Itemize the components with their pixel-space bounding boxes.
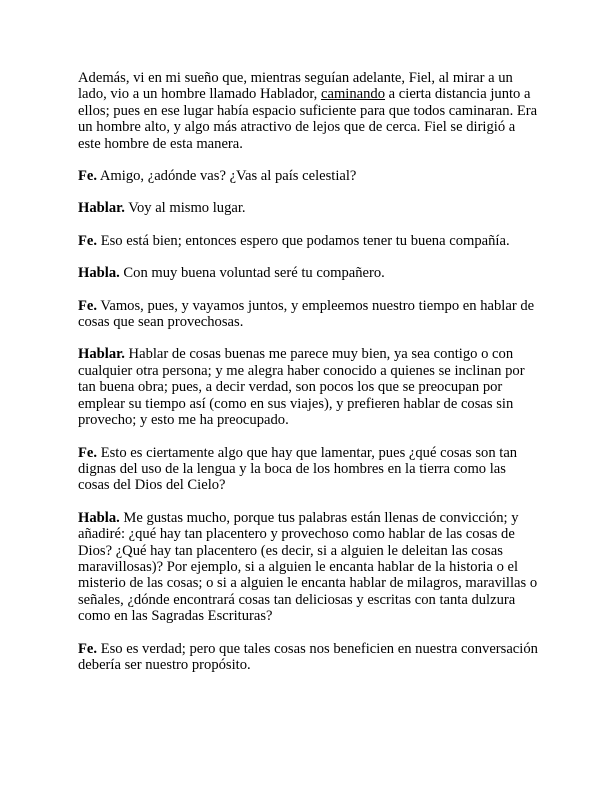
dialogue-paragraph	[78, 200, 538, 216]
intro-text-before: Además, vi en mi sueño que, mientras seguían adelante, Fiel, al mirar a un lado, vio a un hombre llamado Hablador,	[78, 70, 513, 103]
speaker-label: Fe.	[78, 297, 98, 314]
dialogue-text: Esto es ciertamente algo que hay que lamentar, pues ¿qué cosas son tan dignas del uso de la lengua y la boca de los hombres en la tierra como las cosas del Dios del Cielo?	[78, 444, 518, 494]
dialogue-text: Amigo, ¿adónde vas? ¿Vas al país celestial?	[97, 168, 357, 185]
speaker-label: Hablar.	[78, 346, 125, 363]
dialogue-text: Me gustas mucho, porque tus palabras están llenas de convicción; y añadiré: ¿qué hay tan placentero y provechoso como hablar de las cosas de Dios? ¿Qué hay tan placentero (es decir, si a alguien le deleitan las cosas maravillosas)? Por ejemplo, si a alguien le encanta hablar de la historia o el misterio de las cosas; o si a alguien le encanta hablar de milagros, maravillas o señales, ¿dónde encontrará cosas tan deliciosas y escritas con tanta dulzura como en las Sagradas Escrituras?	[78, 509, 538, 625]
underlined-word: caminando	[320, 86, 386, 103]
dialogue-paragraph	[78, 168, 538, 184]
dialogue-paragraph	[78, 346, 538, 428]
speaker-label: Fe.	[78, 232, 98, 249]
dialogue-paragraph	[78, 510, 538, 625]
speaker-label: Fe.	[78, 444, 98, 461]
speaker-label: Fe.	[78, 640, 98, 657]
dialogue-paragraph	[78, 265, 538, 281]
speaker-label: Hablar.	[78, 200, 125, 217]
dialogue-text: Voy al mismo lugar.	[124, 200, 246, 217]
dialogue-text: Con muy buena voluntad seré tu compañero.	[119, 265, 385, 282]
dialogue-text: Vamos, pues, y vayamos juntos, y empleemos nuestro tiempo en hablar de cosas que sean provechosas.	[78, 297, 535, 331]
dialogue-text: Eso es verdad; pero que tales cosas nos beneficien en nuestra conversación debería ser nuestro propósito.	[78, 640, 538, 673]
speaker-label: Habla.	[78, 265, 120, 282]
dialogue-paragraph	[78, 233, 538, 249]
dialogue-paragraph	[78, 641, 538, 674]
intro-text-after: a cierta distancia junto a ellos; pues en ese lugar había espacio suficiente para que todos caminaran. Era un hombre alto, y algo más atractivo de lejos que de cerca. Fiel se dirigió a este hombre de esta manera.	[78, 86, 538, 152]
speaker-label: Habla.	[78, 509, 120, 526]
dialogue-paragraph	[78, 445, 538, 494]
dialogue-text: Eso está bien; entonces espero que podamos tener tu buena compañía.	[97, 232, 510, 249]
speaker-label: Fe.	[78, 168, 98, 185]
dialogue-text: Hablar de cosas buenas me parece muy bien, ya sea contigo o con cualquier otra persona; y me alegra haber conocido a quienes se inclinan por tan buena obra; pues, a decir verdad, son pocos los que se preocupan por emplear su tiempo así (como en sus viajes), y prefieren hablar de cosas sin provecho; y esto me ha preocupado.	[78, 346, 525, 429]
dialogue-paragraph	[78, 298, 538, 331]
intro-paragraph	[78, 70, 538, 152]
document-page	[78, 70, 538, 689]
